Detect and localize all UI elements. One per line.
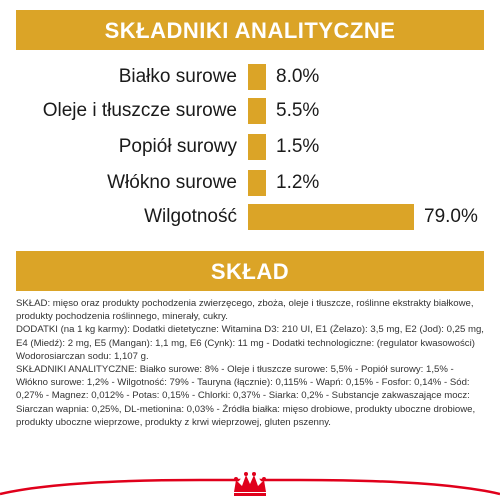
composition-banner: SKŁAD (16, 251, 484, 291)
analytical-constituents-banner: SKŁADNIKI ANALITYCZNE (16, 10, 484, 50)
bar-label: Oleje i tłuszcze surowe (42, 100, 237, 121)
bar-label: Włókno surowe (107, 172, 237, 193)
bar (248, 64, 266, 90)
composition-paragraph: SKŁAD: mięso oraz produkty pochodzenia zwierzęcego, zboża, oleje i tłuszcze, roślinne ekstrakty białkowe, produkty pochodzenia roślinnego, minerały, cukry. (16, 298, 474, 323)
bar-value: 79.0% (424, 206, 478, 227)
bar-row (0, 62, 500, 92)
bar-row (0, 132, 500, 162)
bar-row (0, 96, 500, 126)
crown-icon (234, 472, 266, 500)
additives-paragraph: DODATKI (na 1 kg karmy): Dodatki dietetyczne: Witamina D3: 210 UI, E1 (Żelazo): 3,5 mg, E2 (Jod): 0,25 mg, E4 (Miedź): 2 mg, E5 (Mangan): 1,1 mg, E6 (Cynk): 11 mg - Dodatki technologiczne: (regulator kwasowości) Wodorosiarczan sodu: 1,107 g. (16, 324, 484, 362)
bar (248, 170, 266, 196)
analytical-paragraph: SKŁADNIKI ANALITYCZNE: Białko surowe: 8% - Oleje i tłuszcze surowe: 5,5% - Popiół surowy: 1,5% - Włókno surowe: 1,2% - Wilgotność: 79% - Tauryna (łącznie): 0,115% - Wapń: 0,15% - Fosfor: 0,14% - Sód: 0,27% - Magnez: 0,012% - Potas: 0,15% - Chlorki: 0,37% - Siarka: 0,2% - Substancje zakwaszające mocz: Siarczan wapnia: 0,25%, DL-metionina: 0,03% - Źródła białka: mięso drobiowe, produkty uboczne drobiowe, produkty uboczne wieprzowe, produkty z krwi wieprzowej, gluten pszenny. (16, 364, 476, 428)
bar-value: 5.5% (276, 100, 320, 121)
bar-label: Wilgotność (144, 206, 237, 227)
royal-canin-footer (0, 466, 500, 500)
bar (248, 204, 414, 230)
bar-row (0, 168, 500, 198)
composition-text (16, 297, 486, 429)
bar-value: 8.0% (276, 66, 320, 87)
bar (248, 134, 266, 160)
bar-value: 1.2% (276, 172, 320, 193)
bar-row (0, 202, 500, 232)
bar-label: Białko surowe (118, 66, 237, 87)
bar-value: 1.5% (276, 136, 320, 157)
bar-label: Popiół surowy (118, 136, 237, 157)
bar (248, 98, 266, 124)
